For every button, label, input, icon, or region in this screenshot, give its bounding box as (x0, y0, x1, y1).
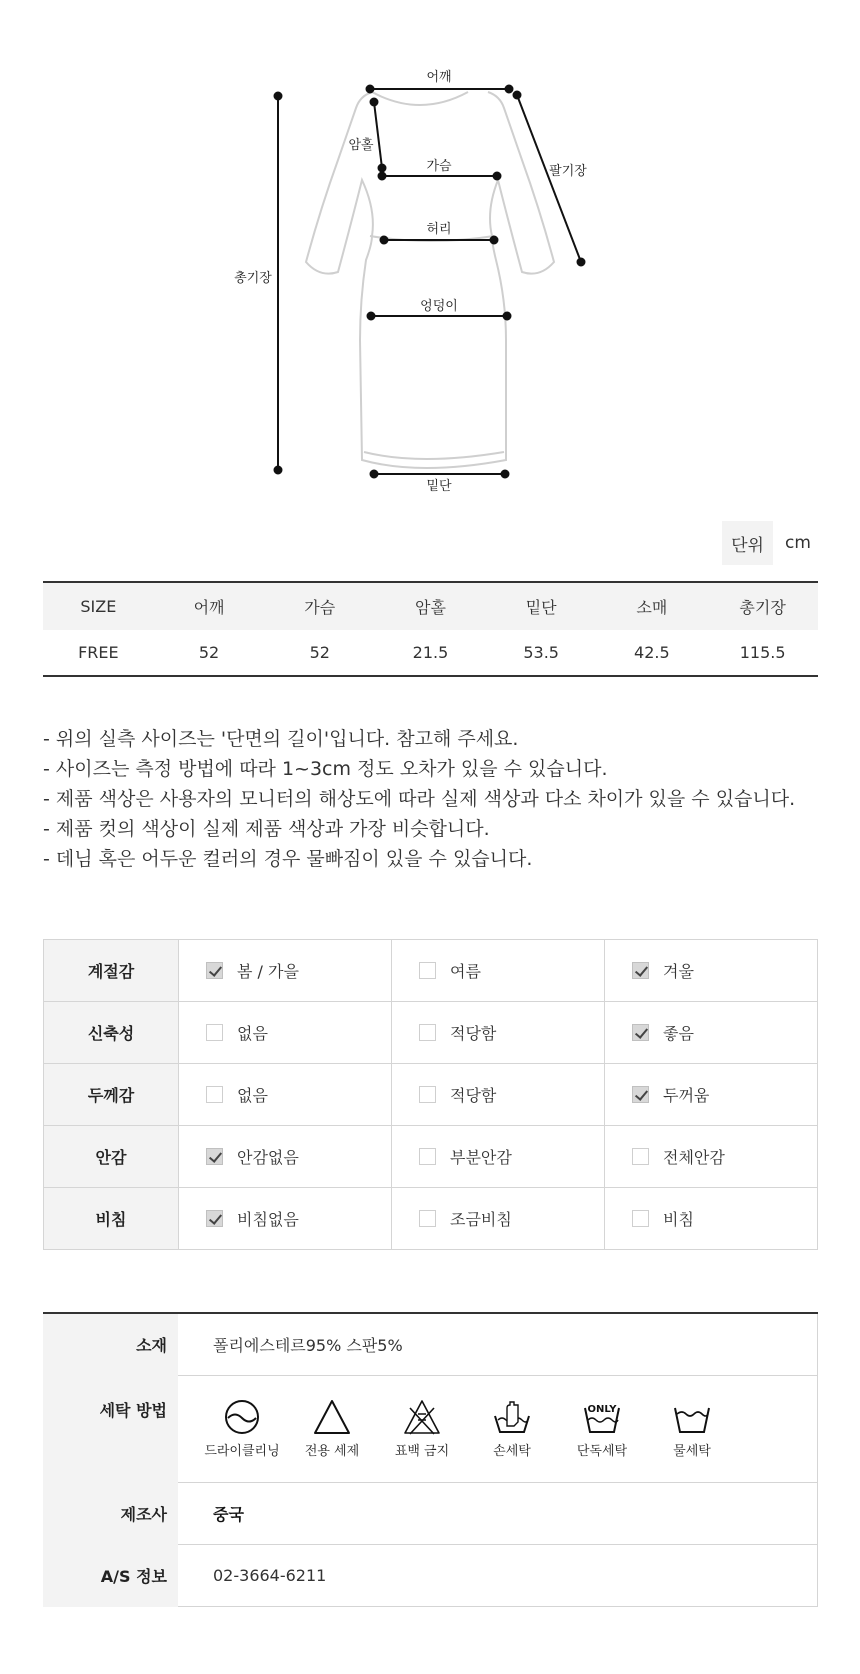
option-label: 없음 (237, 1024, 268, 1043)
material-value: 폴리에스테르95% 스판5% (178, 1313, 818, 1375)
option-label: 두꺼움 (663, 1086, 710, 1105)
option-label: 여름 (450, 962, 481, 981)
attribute-name: 안감 (44, 1126, 179, 1188)
attribute-option (392, 1002, 605, 1064)
checkbox (419, 1148, 436, 1165)
option-label: 적당함 (450, 1086, 497, 1105)
checkbox (632, 1210, 649, 1227)
water-wash-icon (672, 1398, 712, 1436)
as-label: A/S 정보 (43, 1544, 178, 1606)
attribute-option (392, 940, 605, 1002)
attribute-option (605, 1126, 818, 1188)
size-header: 소매 (597, 582, 708, 630)
size-cell: 53.5 (523, 643, 559, 662)
wash-item (377, 1398, 467, 1459)
wash-item-label: 표백 금지 (394, 1444, 450, 1459)
measurement-lines (275, 86, 585, 478)
wash-methods (178, 1375, 818, 1482)
checkbox (632, 962, 649, 979)
info-row-wash (43, 1375, 818, 1482)
attribute-option (392, 1126, 605, 1188)
checkbox (632, 1024, 649, 1041)
unit-value: cm (785, 533, 811, 553)
hand-wash-icon (492, 1398, 532, 1436)
checkbox (419, 1024, 436, 1041)
note-line: - 사이즈는 측정 방법에 따라 1~3cm 정도 오차가 있을 수 있습니다. (43, 758, 608, 780)
checkbox (206, 1148, 223, 1165)
dry-clean-icon (222, 1398, 262, 1436)
option-label: 전체안감 (663, 1148, 725, 1167)
note-line: - 데님 혹은 어두운 컬러의 경우 물빠짐이 있을 수 있습니다. (43, 848, 533, 870)
size-cell: FREE (78, 643, 119, 662)
size-header: 총기장 (707, 582, 818, 630)
wash-item (647, 1398, 737, 1459)
unit-indicator (722, 521, 811, 565)
note-line: - 제품 색상은 사용자의 모니터의 해상도에 따라 실제 색상과 다소 차이가 있을 수 있습니다. (43, 788, 796, 810)
checkbox (419, 1210, 436, 1227)
wash-item-label: 손세탁 (493, 1444, 531, 1459)
label-total-length: 총기장 (234, 271, 272, 286)
size-header: 가슴 (264, 582, 375, 630)
size-header: 암홀 (375, 582, 486, 630)
size-notes (43, 724, 823, 874)
attribute-table (43, 939, 818, 1250)
label-shoulder: 어깨 (426, 70, 452, 85)
attribute-name: 비침 (44, 1188, 179, 1250)
wash-item-label: 단독세탁 (576, 1444, 628, 1459)
info-row-as (43, 1544, 818, 1606)
option-label: 봄 / 가을 (237, 962, 299, 981)
option-label: 겨울 (663, 962, 694, 981)
label-chest: 가슴 (426, 159, 452, 174)
checkbox (419, 962, 436, 979)
label-hem: 밑단 (426, 479, 452, 494)
attribute-option (179, 1064, 392, 1126)
attribute-row-season (44, 940, 818, 1002)
attribute-row-stretch (44, 1002, 818, 1064)
wash-alone-icon (582, 1398, 622, 1436)
maker-label: 제조사 (43, 1482, 178, 1544)
wash-item-label: 물세탁 (673, 1444, 711, 1459)
wash-icon-list (197, 1398, 817, 1459)
dress-outline (306, 92, 554, 468)
option-label: 부분안감 (450, 1148, 512, 1167)
size-table-header-row (43, 582, 818, 630)
option-label: 없음 (237, 1086, 268, 1105)
wash-item-label: 전용 세제 (304, 1444, 360, 1459)
attribute-option (179, 940, 392, 1002)
wash-label: 세탁 방법 (43, 1375, 178, 1482)
attribute-option (392, 1064, 605, 1126)
wash-item-label: 드라이클리닝 (204, 1444, 280, 1459)
size-table (43, 581, 818, 677)
attribute-option (605, 1002, 818, 1064)
size-cell: 52 (198, 643, 220, 662)
option-label: 비침 (663, 1210, 694, 1229)
attribute-option (605, 1064, 818, 1126)
detergent-icon (312, 1398, 352, 1436)
attribute-option (605, 1188, 818, 1250)
attribute-name: 두께감 (44, 1064, 179, 1126)
checkbox (632, 1086, 649, 1103)
checkbox (206, 1210, 223, 1227)
attribute-row-thickness (44, 1064, 818, 1126)
note-line: - 위의 실측 사이즈는 '단면의 길이'입니다. 참고해 주세요. (43, 728, 519, 750)
maker-value: 중국 (178, 1482, 818, 1544)
attribute-option (179, 1126, 392, 1188)
checkbox (206, 1024, 223, 1041)
as-value: 02-3664-6211 (178, 1544, 818, 1606)
option-label: 안감없음 (237, 1148, 299, 1167)
attribute-row-sheer (44, 1188, 818, 1250)
svg-text:ONLY: ONLY (587, 1404, 617, 1415)
unit-label: 단위 (722, 521, 773, 565)
size-header: 어깨 (154, 582, 265, 630)
size-cell: 21.5 (412, 643, 449, 662)
material-label: 소재 (43, 1313, 178, 1375)
option-label: 적당함 (450, 1024, 497, 1043)
wash-item (467, 1398, 557, 1459)
measurement-diagram (0, 0, 860, 500)
checkbox (206, 1086, 223, 1103)
checkbox (632, 1148, 649, 1165)
info-row-maker (43, 1482, 818, 1544)
label-hip: 엉덩이 (420, 299, 458, 314)
attribute-option (179, 1188, 392, 1250)
option-label: 좋음 (663, 1024, 694, 1043)
size-header: SIZE (43, 582, 154, 630)
size-table-row (43, 630, 818, 676)
attribute-name: 신축성 (44, 1002, 179, 1064)
attribute-row-lining (44, 1126, 818, 1188)
wash-item (287, 1398, 377, 1459)
note-line: - 제품 컷의 색상이 실제 제품 색상과 가장 비슷합니다. (43, 818, 490, 840)
checkbox (419, 1086, 436, 1103)
checkbox (206, 962, 223, 979)
attribute-option (605, 940, 818, 1002)
label-armhole: 암홀 (348, 138, 374, 153)
info-row-material (43, 1313, 818, 1375)
wash-item (197, 1398, 287, 1459)
label-waist: 허리 (426, 222, 452, 237)
product-info-table (43, 1312, 818, 1607)
option-label: 조금비침 (450, 1210, 512, 1229)
no-bleach-icon (402, 1398, 442, 1436)
wash-item (557, 1398, 647, 1459)
size-cell: 115.5 (739, 643, 786, 662)
attribute-option (392, 1188, 605, 1250)
size-cell: 52 (309, 643, 330, 662)
option-label: 비침없음 (237, 1210, 299, 1229)
size-cell: 42.5 (634, 643, 670, 662)
attribute-name: 계절감 (44, 940, 179, 1002)
label-sleeve: 팔기장 (549, 164, 587, 179)
dress-diagram-svg (0, 0, 860, 500)
attribute-option (179, 1002, 392, 1064)
size-header: 밑단 (486, 582, 597, 630)
